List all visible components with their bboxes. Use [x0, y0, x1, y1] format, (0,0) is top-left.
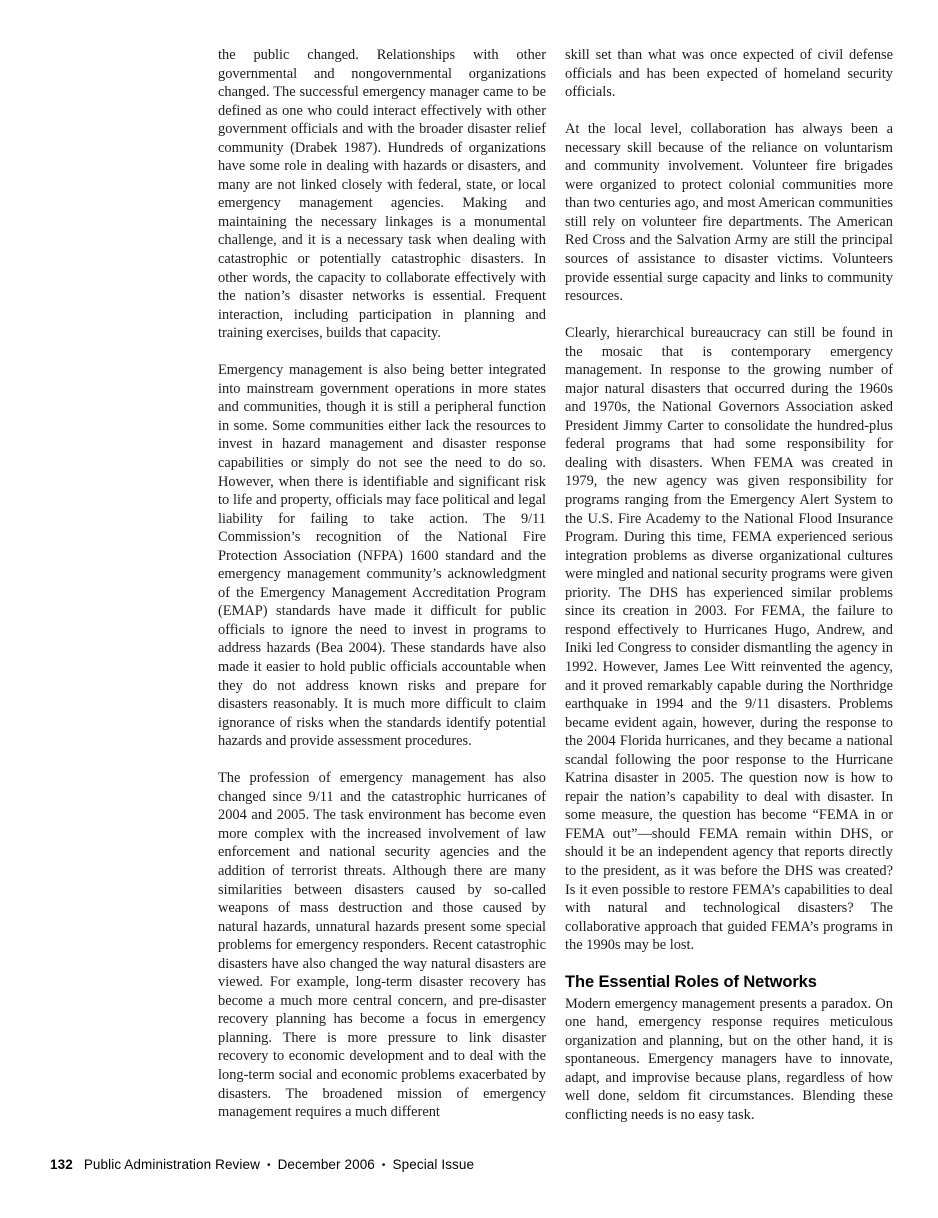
body-paragraph: Clearly, hierarchical bureaucracy can still be found in the mosaic that is contemporary emergency management. In response to the growing number of major natural disasters that occurred during the 1960s and 1970s, the National Governors Association asked President Jimmy Carter to consolidate the hundred-plus federal programs that had some responsibility for dealing with disasters. When FEMA was created in 1979, the new agency was given responsibility for programs ranging from the Emergency Alert System to the U.S. Fire Academy to the National Flood Insurance Program. During this time, FEMA experienced serious integration problems as diverse organizational cultures were mingled and national security programs were given priority. The DHS has experienced similar problems since its creation in 2003. For FEMA, the failure to respond effectively to Hurricanes Hugo, Andrew, and Iniki led Congress to consider dismantling the agency in 1992. However, James Lee Witt reinvented the agency, and it proved remarkably capable during the Northridge earthquake in 1994 and the 9/11 disasters. Problems became evident again, however, during the response to the 2004 Florida hurricanes, and they became a national scandal following the poor response to the Hurricane Katrina disaster in 2005. The question now is how to repair the nation’s capability to deal with disaster. In some measure, the question has become “FEMA in or FEMA out”—should FEMA remain within DHS, or should it be an independent agency that reports directly to the president, as it was before the DHS was created? Is it even possible to restore FEMA’s capabilities to deal with natural and technological disasters? The collaborative approach that guided FEMA’s programs in the 1990s may be lost.: [565, 325, 893, 954]
section-heading: The Essential Roles of Networks: [565, 973, 817, 992]
right-column: [565, 46, 893, 1125]
body-paragraph: the public changed. Relationships with other governmental and nongovernmental organizations changed. The successful emergency manager came to be defined as one who could interact effectively with other government officials and with the broader disaster relief community (Drabek 1987). Hundreds of organizations have some role in dealing with hazards or disasters, and many are not linked closely with federal, state, or local emergency management agencies. Making and maintaining the necessary linkages is a monumental challenge, and it is a necessary task when dealing with catastrophic or potentially catastrophic disasters. In other words, the capacity to collaborate effectively with the nation’s disaster networks is essential. Frequent interaction, including participation in planning and training exercises, builds that capacity.: [218, 47, 546, 342]
body-paragraph-continuation: skill set than what was once expected of civil defense officials and has been expected of homeland security officials.: [565, 47, 893, 101]
left-column: [218, 46, 546, 1125]
body-paragraph: At the local level, collaboration has always been a necessary skill because of the reliance on voluntarism and community involvement. Volunteer fire brigades were organized to protect colonial communities more than two centuries ago, and most American communities still rely on volunteer fire departments. The American Red Cross and the Salvation Army are still the principal sources of assistance to disaster victims. Volunteers provide essential surge capacity and links to community resources.: [565, 121, 893, 305]
body-paragraph: Emergency management is also being better integrated into mainstream government operations in more states and communities, though it is still a peripheral function in some. Some communities either lack the resources to invest in hazard management and disaster response capabilities or simply do not see the need to do so. However, when there is identifiable and significant risk to life and property, officials may face political and legal liability for failing to take action. The 9/11 Commission’s recognition of the National Fire Protection Association (NFPA) 1600 standard and the emergency management community’s acknowledgment of the Emergency Management Accreditation Program (EMAP) standards have made it difficult for public officials to ignore the need to invest in programs to address hazards (Bea 2004). These standards have also made it easier to hold public officials accountable when they do not address known risks and prepare for disasters reasonably. It is much more difficult to claim ignorance of risks when the standards identify potential hazards and provide assessment procedures.: [218, 362, 546, 750]
journal-name: Public Administration Review: [83, 1157, 260, 1172]
issue-date: December 2006: [277, 1157, 375, 1172]
bullet-separator: •: [381, 1159, 386, 1171]
body-paragraph: Modern emergency management presents a paradox. On one hand, emergency response requires meticulous organization and planning, but on the other hand, it is spontaneous. Emergency managers have to innovate, adapt, and improvise because plans, regardless of how well done, seldom fit circumstances. Blending these conflicting needs is no easy task.: [565, 995, 893, 1124]
body-paragraph: The profession of emergency management has also changed since 9/11 and the catastrophic hurricanes of 2004 and 2005. The task environment has become even more complex with the increased involvement of law enforcement and national security agencies and the addition of terrorist threats. Although there are many similarities between disasters caused by so-called weapons of mass destruction and those caused by natural hazards, unnatural hazards present some special problems for emergency responders. Recent catastrophic disasters have also changed the way natural disasters are viewed. For example, long-term disaster recovery has become a much more central concern, and pre-disaster recovery planning has become a focus in emergency planning. There is more pressure to link disaster recovery to economic development and to deal with the long-term social and economic problems exacerbated by disasters. The broadened mission of emergency management requires a much different: [218, 770, 546, 1121]
article-body: [218, 46, 894, 1125]
bullet-separator: •: [266, 1159, 271, 1171]
issue-label: Special Issue: [392, 1157, 475, 1172]
page-number: 132: [50, 1157, 73, 1172]
page-footer: [50, 1157, 474, 1172]
